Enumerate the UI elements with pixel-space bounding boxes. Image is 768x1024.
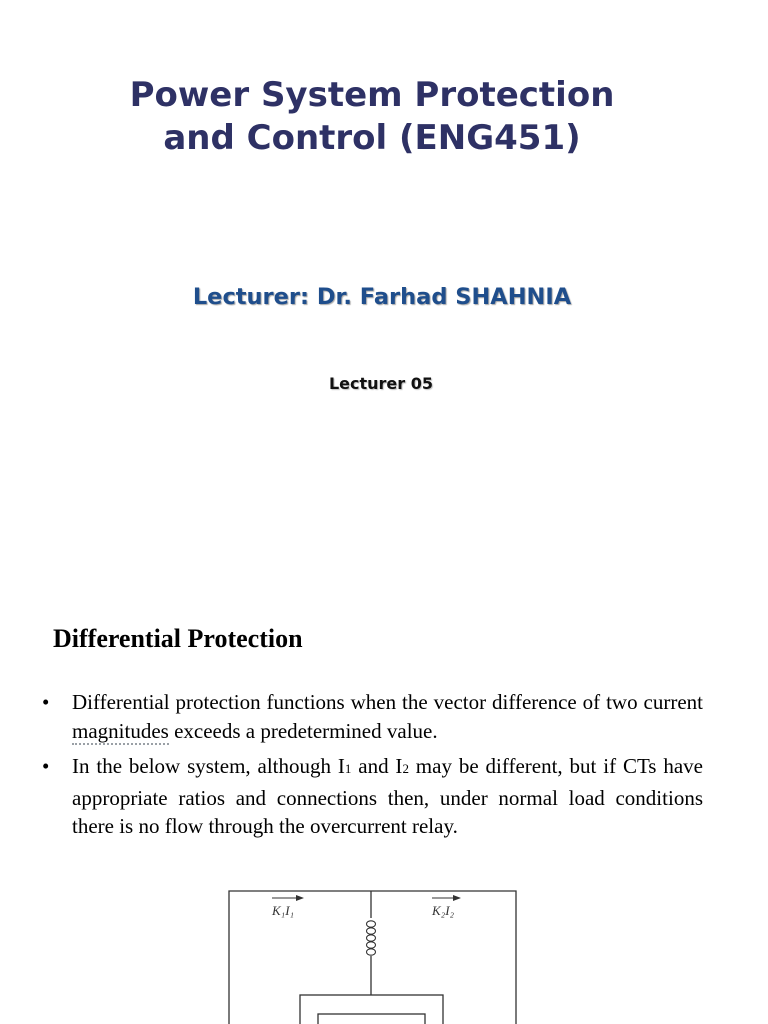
content-slide [0,584,768,1024]
bullet-1-text-a: Differential protection functions when the vector difference of two current [72,690,703,714]
bullet-1-text-b: exceeds a predetermined value. [168,718,438,743]
slide-heading: Differential Protection [53,624,303,653]
lecturer-name: Lecturer: Dr. Farhad SHAHNIA [192,284,572,310]
bullet-2-sub-1: 1 [344,761,352,776]
lecture-number: Lecturer 05 [328,374,434,393]
bullet-dot-icon: • [42,754,50,778]
bullet-1-underlined-word: magnitudes [72,718,169,743]
bullet-2-text-b: and I [351,754,403,778]
title-line-1: Power System Protection [129,75,615,115]
bullet-2-text-a: In the below system, although I [72,754,345,778]
right-current-label: K₂I₂ [432,903,455,918]
relay-outer-box [300,995,443,1024]
title-line-2: and Control (ENG451) [163,118,581,158]
relay-inner-box [318,1014,425,1024]
bullet-dot-icon: • [42,690,50,714]
slide-title [0,74,744,160]
relay-coil-icon [367,921,376,955]
differential-protection-diagram [0,584,768,1024]
bullet-2-text-c: may be different, but if CTs have appropriate ratios and connections then, under normal load conditions there is no flow through the overcurrent relay. [72,754,703,838]
bullet-2-sub-2: 2 [402,761,409,776]
left-current-label: K₁I₁ [272,903,295,918]
